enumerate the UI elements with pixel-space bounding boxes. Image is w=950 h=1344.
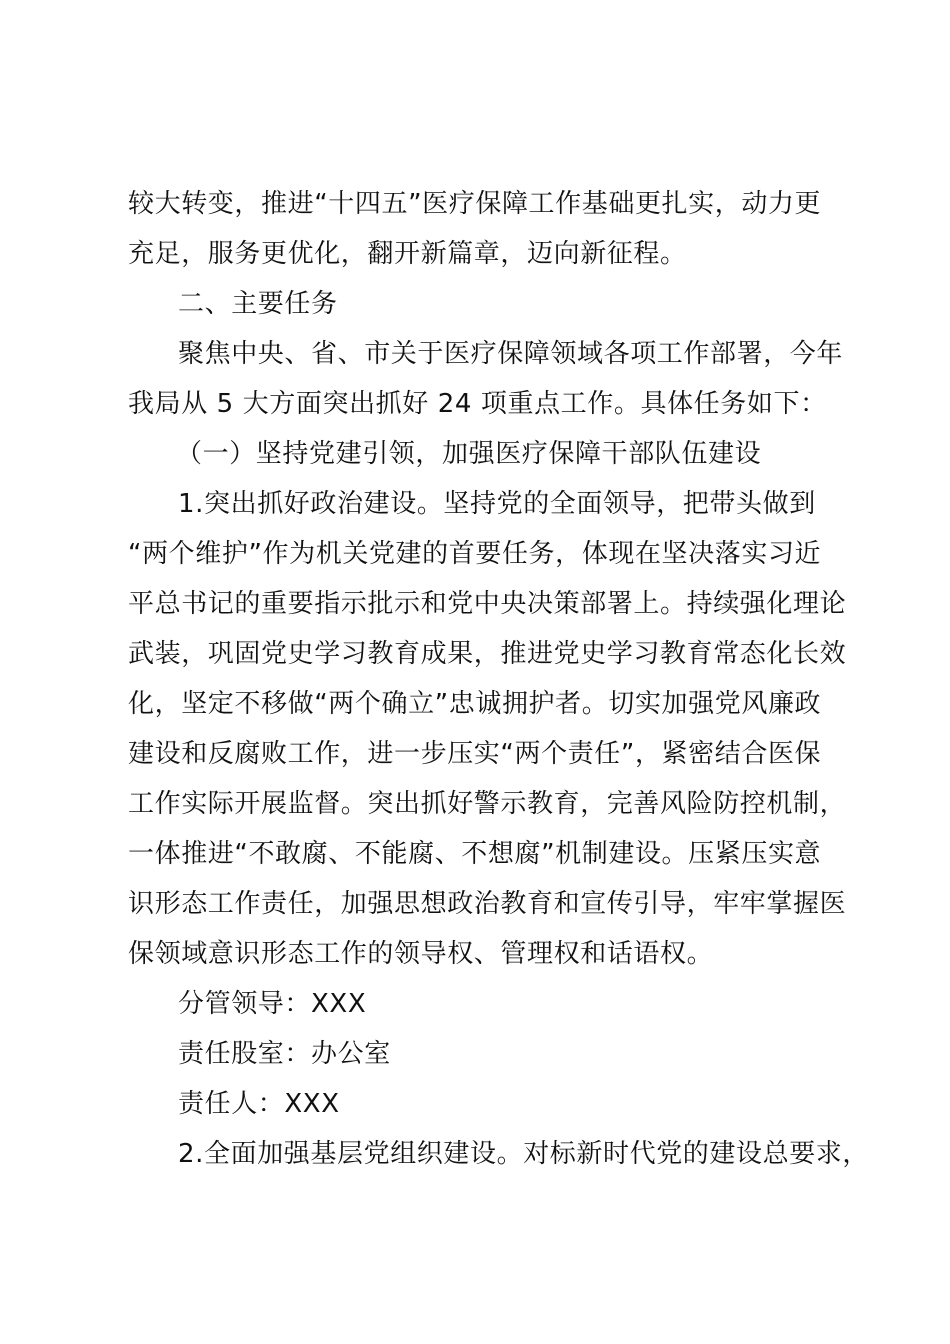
paragraph-line: 平总书记的重要指示批示和党中央决策部署上。持续强化理论 — [128, 589, 847, 619]
paragraph-line: 保领域意识形态工作的领导权、管理权和话语权。 — [128, 939, 714, 969]
paragraph-line: 建设和反腐败工作，进一步压实“两个责任”，紧密结合医保 — [128, 739, 822, 769]
paragraph-line: 较大转变，推进“十四五”医疗保障工作基础更扎实，动力更 — [128, 189, 822, 219]
paragraph-line: “两个维护”作为机关党建的首要任务，体现在坚决落实习近 — [128, 539, 822, 569]
paragraph-line: 识形态工作责任，加强思想政治教育和宣传引导，牢牢掌握医 — [128, 889, 847, 919]
subsection-heading: （一）坚持党建引领，加强医疗保障干部队伍建设 — [176, 439, 762, 469]
paragraph-line: 工作实际开展监督。突出抓好警示教育，完善风险防控机制， — [128, 789, 847, 819]
paragraph-line: 化，坚定不移做“两个确立”忠诚拥护者。切实加强党风廉政 — [128, 689, 822, 719]
paragraph-line: 聚焦中央、省、市关于医疗保障领域各项工作部署，今年 — [178, 339, 844, 369]
paragraph-line: 1.突出抓好政治建设。坚持党的全面领导，把带头做到 — [178, 489, 816, 519]
paragraph-line: 我局从 5 大方面突出抓好 24 项重点工作。具体任务如下： — [128, 389, 827, 419]
paragraph-line: 2.全面加强基层党组织建设。对标新时代党的建设总要求， — [178, 1139, 870, 1169]
paragraph-line: 一体推进“不敢腐、不能腐、不想腐”机制建设。压紧压实意 — [128, 839, 822, 869]
department-line: 责任股室：办公室 — [178, 1039, 391, 1069]
section-heading: 二、主要任务 — [178, 289, 338, 319]
paragraph-line: 武装，巩固党史学习教育成果，推进党史学习教育常态化长效 — [128, 639, 847, 669]
paragraph-line: 充足，服务更优化，翻开新篇章，迈向新征程。 — [128, 239, 687, 269]
leader-line: 分管领导：XXX — [178, 989, 367, 1019]
responsible-person-line: 责任人：XXX — [178, 1089, 340, 1119]
